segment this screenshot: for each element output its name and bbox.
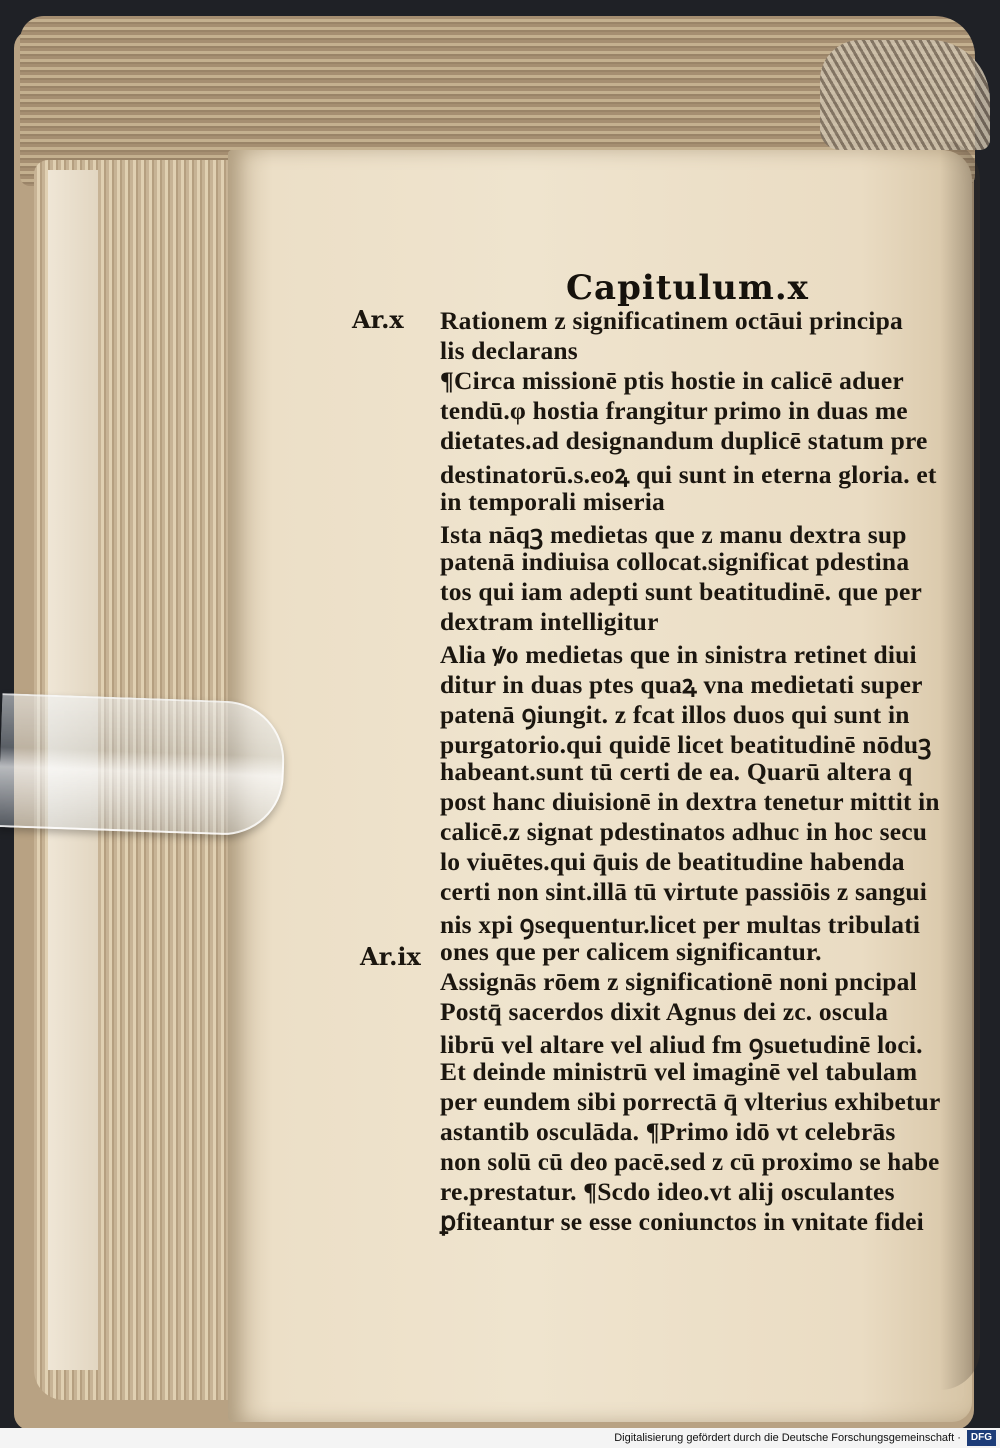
footer-bar [0,1428,1000,1448]
text-line: Postq̄ sacerdos dixit Agnus dei zc. oscula [440,997,889,1026]
chapter-heading: Capitulum.x [566,268,809,308]
text-line: purgatorio.qui quidē licet beatitudinē nōduꝫ [440,730,932,759]
text-line: Ista nāqꝫ medietas que z manu dextra sup [440,520,907,549]
text-line: non solū cū deo pacē.sed z cū proximo se habe [440,1147,940,1176]
text-line: per eundem sibi porrectā q̄ vlterius exhibetur [440,1087,941,1116]
marginal-note: Ar.ix [360,942,421,971]
text-line: in temporali miseria [440,487,665,516]
text-line: lis declarans [440,336,578,365]
text-line: post hanc diuisionē in dextra tenetur mittit in [440,787,940,816]
text-line: librū vel altare vel aliud fm ꝯsuetudinē loci. [440,1030,923,1059]
binding-fray [820,40,990,150]
text-line: Rationem z significatinem octāui principa [440,306,903,335]
text-line: patenā indiuisa collocat.significat pdestina [440,547,910,576]
page-clip [0,693,286,837]
text-line: Assignās rōem z significationē noni pncipal [440,967,917,996]
text-line: habeant.sunt tū certi de ea. Quarū altera q [440,757,913,786]
page-curl-shadow [940,140,980,1390]
text-line: calicē.z signat pdestinatos adhuc in hoc secu [440,817,928,846]
text-line: re.prestatur. ¶Scdo ideo.vt alij osculantes [440,1177,895,1206]
text-line: lo viuētes.qui q̄uis de beatitudine habenda [440,847,905,876]
text-line: dietates.ad designandum duplicē statum pre [440,426,928,455]
text-line: Et deinde ministrū vel imaginē vel tabulam [440,1057,918,1086]
text-line: tos qui iam adepti sunt beatitudinē. que per [440,577,923,606]
text-line: dextram intelligitur [440,607,659,636]
dfg-logo: DFG [967,1430,996,1446]
text-line: ꝑfiteantur se esse coniunctos in vnitate fidei [440,1207,924,1236]
text-line: Alia ꝟo medietas que in sinistra retinet diui [440,640,917,669]
footer-credit: Digitalisierung gefördert durch die Deutsche Forschungsgemeinschaft · [614,1432,961,1444]
text-line: destinatorū.s.eoꝝ qui sunt in eterna gloria. et [440,460,937,489]
text-line: nis xpi ꝯsequentur.licet per multas tribulati [440,910,921,939]
marginal-note: Ar.x [352,305,404,334]
text-line: ditur in duas ptes quaꝝ vna medietati super [440,670,923,699]
text-line: ¶Circa missionē ptis hostie in calicē aduer [440,366,904,395]
text-line: patenā ꝯiungit. z fcat illos duos qui sunt in [440,700,910,729]
text-line: certi non sint.illā tū virtute passiōis z sangui [440,877,928,906]
text-line: tendū.φ hostia frangitur primo in duas me [440,396,908,425]
text-line: ones que per calicem significantur. [440,937,822,966]
text-line: astantib osculāda. ¶Primo idō vt celebrās [440,1117,896,1146]
